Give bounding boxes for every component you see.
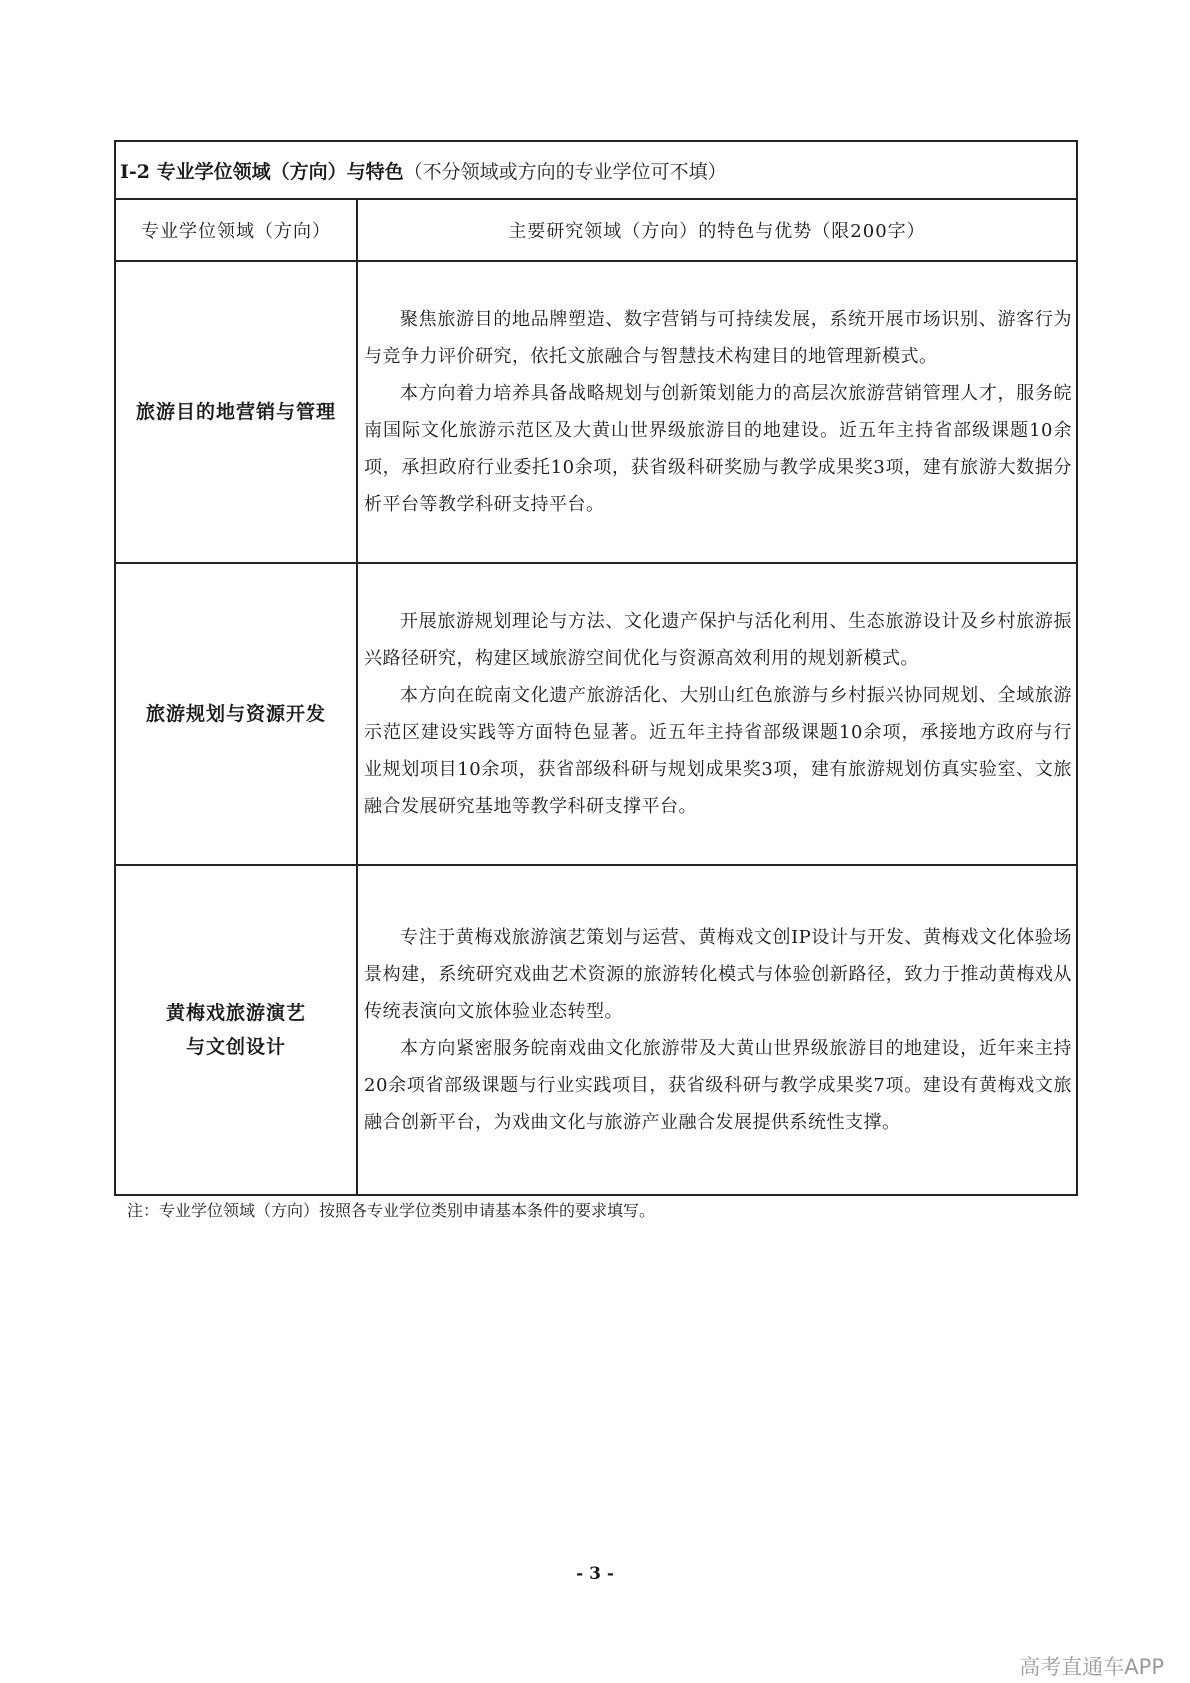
discipline-features-table: [114, 140, 1078, 1196]
column-header-field: 专业学位领域（方向）: [115, 199, 357, 261]
description-paragraph-2: 本方向着力培养具备战略规划与创新策划能力的高层次旅游营销管理人才，服务皖南国际文化旅游示范区及大黄山世界级旅游目的地建设。近五年主持省部级课题10余项，承担政府行业委托10余项，获省级科研奖励与教学成果奖3项，建有旅游大数据分析平台等教学科研支持平台。: [364, 383, 1072, 515]
field-name-line1: 旅游目的地营销与管理: [135, 401, 336, 423]
description-paragraph-2: 本方向在皖南文化遗产旅游活化、大别山红色旅游与乡村振兴协同规划、全域旅游示范区建设实践等方面特色显著。近五年主持省部级课题10余项，承接地方政府与行业规划项目10余项，获省部级科研与规划成果奖3项，建有旅游规划仿真实验室、文旅融合发展研究基地等教学科研支撑平台。: [364, 685, 1072, 817]
watermark-text: 高考直通车APP: [1019, 1655, 1164, 1679]
table-footnote: 注：专业学位领域（方向）按照各专业学位类别申请基本条件的要求填写。: [127, 1201, 656, 1220]
field-name-line1: 旅游规划与资源开发: [145, 703, 326, 725]
description-paragraph-1: 聚焦旅游目的地品牌塑造、数字营销与可持续发展，系统开展市场识别、游客行为与竞争力评价研究，依托文旅融合与智慧技术构建目的地管理新模式。: [364, 309, 1072, 367]
field-description-cell: [357, 563, 1077, 865]
field-name-cell: [115, 865, 357, 1195]
table-title-note: （不分领域或方向的专业学位可不填）: [403, 160, 727, 183]
column-header-description: 主要研究领域（方向）的特色与优势（限200字）: [357, 199, 1077, 261]
field-description-cell: [357, 261, 1077, 563]
table-title: [115, 141, 1077, 199]
field-name-cell: [115, 261, 357, 563]
table-row: [115, 261, 1077, 563]
table-title-main: I-2 专业学位领域（方向）与特色: [120, 160, 404, 183]
description-paragraph-1: 专注于黄梅戏旅游演艺策划与运营、黄梅戏文创IP设计与开发、黄梅戏文化体验场景构建，系统研究戏曲艺术资源的旅游转化模式与体验创新路径，致力于推动黄梅戏从传统表演向文旅体验业态转型。: [364, 927, 1072, 1022]
field-name-line2: 与文创设计: [185, 1036, 286, 1058]
field-name-cell: [115, 563, 357, 865]
description-paragraph-1: 开展旅游规划理论与方法、文化遗产保护与活化利用、生态旅游设计及乡村旅游振兴路径研究，构建区域旅游空间优化与资源高效利用的规划新模式。: [364, 611, 1072, 669]
table-row: [115, 563, 1077, 865]
field-description-cell: [357, 865, 1077, 1195]
page-number: - 3 -: [576, 1564, 614, 1584]
description-paragraph-2: 本方向紧密服务皖南戏曲文化旅游带及大黄山世界级旅游目的地建设，近年来主持20余项省部级课题与行业实践项目，获省级科研与教学成果奖7项。建设有黄梅戏文旅融合创新平台，为戏曲文化与旅游产业融合发展提供系统性支撑。: [364, 1038, 1072, 1133]
field-name-line1: 黄梅戏旅游演艺: [165, 1002, 306, 1024]
table-row: [115, 865, 1077, 1195]
